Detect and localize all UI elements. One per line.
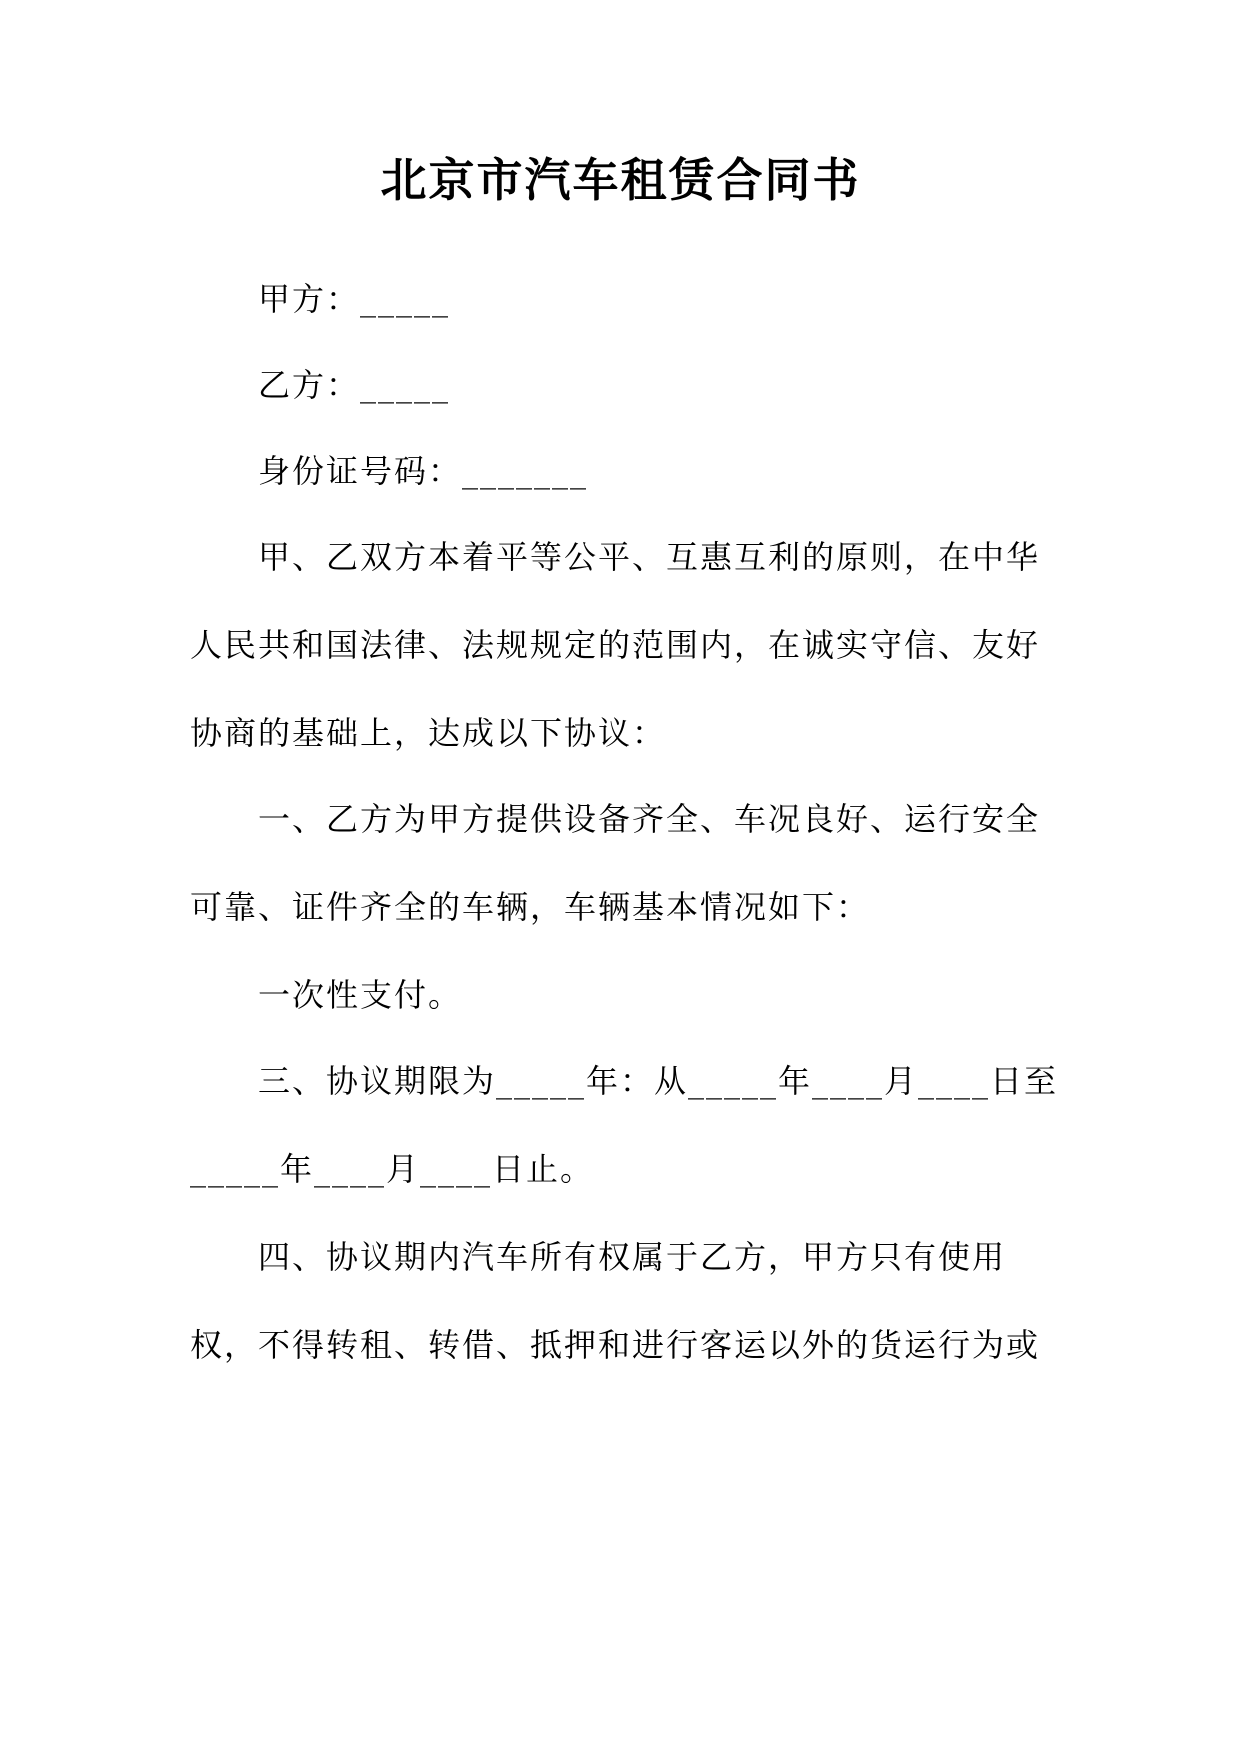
party-a-text: 甲方：_____ [258, 280, 451, 318]
clause-1-line-1: 一、乙方为甲方提供设备齐全、车况良好、运行安全 [258, 800, 1041, 838]
clause-1-line-2: 可靠、证件齐全的车辆，车辆基本情况如下： [190, 888, 871, 926]
intro-line-1: 甲、乙双方本着平等公平、互惠互利的原则，在中华 [258, 538, 1041, 576]
document-title: 北京市汽车租赁合同书 [380, 153, 861, 207]
clause-1-paragraph [190, 770, 1041, 946]
clause-4-line-1: 四、协议期内汽车所有权属于乙方，甲方只有使用 [258, 1238, 1007, 1276]
payment-paragraph [190, 946, 1026, 1044]
intro-line-2: 人民共和国法律、法规规定的范围内，在诚实守信、友好 [190, 626, 1041, 664]
clause-3-line-1: 三、协议期限为_____年：从_____年____月____日至 [258, 1062, 1059, 1100]
party-b-text: 乙方：_____ [258, 366, 451, 404]
id-number-text: 身份证号码：_______ [258, 452, 589, 490]
intro-paragraph [190, 508, 1041, 772]
clause-4-paragraph [190, 1208, 1041, 1384]
payment-text: 一次性支付。 [258, 976, 463, 1014]
party-a-line [190, 250, 1026, 348]
clause-4-line-2: 权，不得转租、转借、抵押和进行客运以外的货运行为或 [190, 1326, 1041, 1364]
clause-3-line-2: _____年____月____日止。 [190, 1150, 595, 1188]
party-b-line [190, 336, 1026, 434]
id-number-line [190, 422, 1026, 520]
intro-line-3: 协商的基础上，达成以下协议： [190, 714, 667, 752]
clause-3-paragraph [190, 1032, 1059, 1208]
